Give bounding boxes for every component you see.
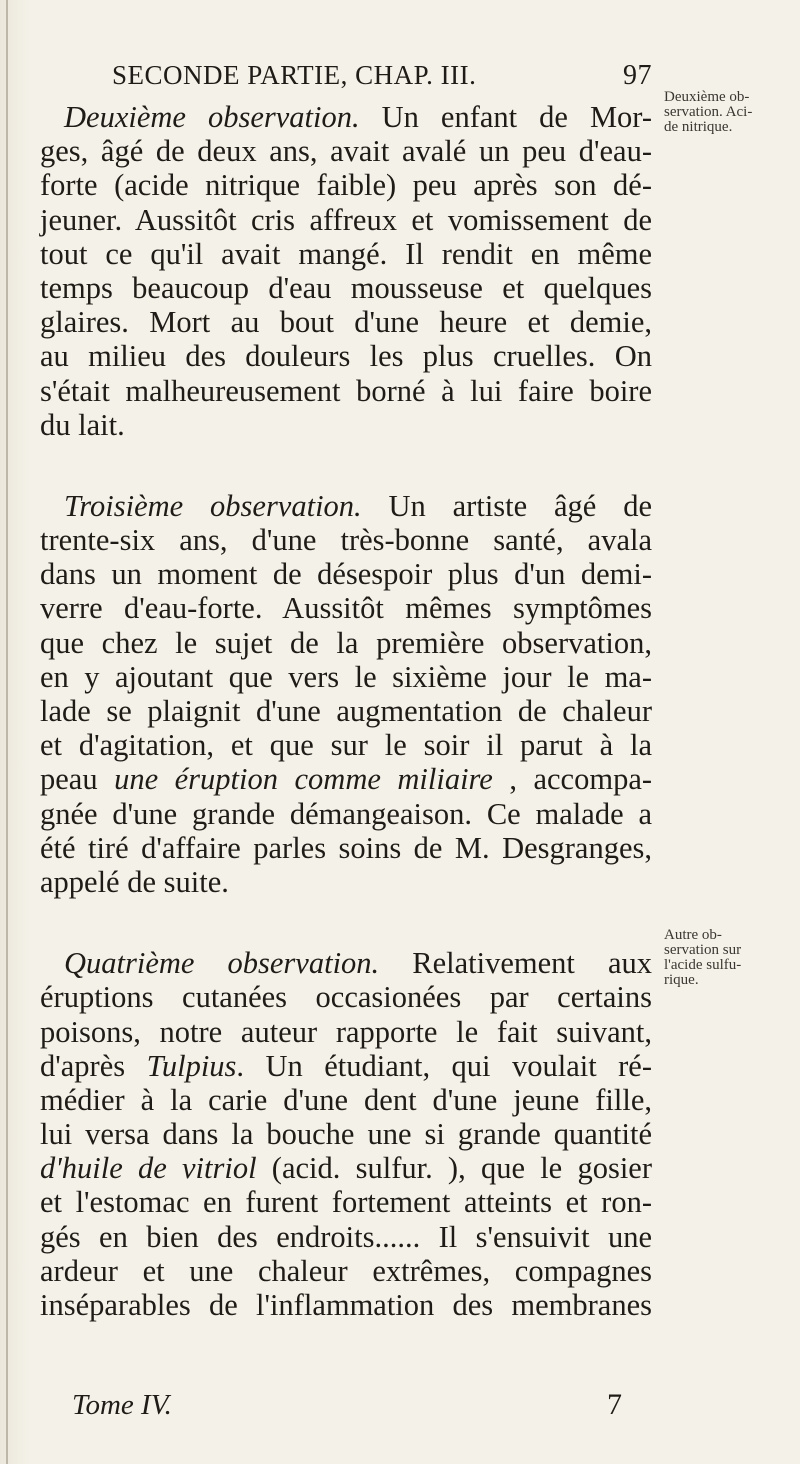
text-line: inséparables de l'inflammation des membranes [40,1288,652,1322]
text-line: temps beaucoup d'eau mousseuse et quelques [40,270,652,305]
text-line: lui versa dans la bouche une si grande quantité [40,1117,652,1152]
text-line: jeuner. Aussitôt cris affreux et vomissement de [40,202,652,237]
body-text [40,100,652,1369]
text-line: Troisième observation. Un artiste âgé de [64,488,652,523]
volume-label: Tome IV. [72,1389,172,1421]
text-line: lade se plaignit d'une augmentation de chaleur [40,694,652,728]
text-line: que chez le sujet de la première observation, [40,625,652,660]
text-line: été tiré d'affaire parles soins de M. Desgranges, [40,830,652,865]
margin-note-deuxieme [664,90,794,135]
margin-note-line: l'acide sulfu- [664,957,742,973]
margin-note-autre [664,928,794,988]
text-line: ges, âgé de deux ans, avait avalé un peu d'eau- [40,134,652,169]
text-line: Deuxième observation. Un enfant de Mor- [64,100,653,134]
page-gutter [6,0,8,1464]
page-number: 97 [623,60,652,91]
text-line: s'était malheureusement borné à lui faire boire [40,373,652,408]
text-line: en y ajoutant que vers le sixième jour le ma- [40,659,652,694]
text-line: et d'agitation, et que sur le soir il parut à la [40,728,652,763]
text-line: du lait. [40,407,125,442]
margin-note-line: servation sur [664,942,742,958]
text-line: appelé de suite. [40,864,229,899]
text-line: d'huile de vitriol (acid. sulfur. ), que le gosier [40,1151,652,1186]
text-line: d'après Tulpius. Un étudiant, qui voulait ré- [40,1048,652,1083]
text-line: peau une éruption comme miliaire , accompa- [40,762,653,797]
margin-note-line: servation. Aci- [664,104,753,120]
margin-note-line: Autre ob- [664,927,722,943]
text-line: gnée d'une grande démangeaison. Ce malade a [40,796,652,831]
signature-mark: 7 [607,1388,622,1421]
text-line: forte (acide nitrique faible) peu après son dé- [40,168,652,203]
margin-note-line: de nitrique. [664,119,733,135]
text-line: trente-six ans, d'une très-bonne santé, avala [40,523,652,558]
text-line: tout ce qu'il avait mangé. Il rendit en même [40,236,652,271]
paragraph-troisieme-observation [40,489,652,899]
text-line: Quatrième observation. Relativement aux [64,946,652,981]
text-line: verre d'eau-forte. Aussitôt mêmes symptômes [40,591,652,626]
margin-note-line: Deuxième ob- [664,89,750,105]
text-line: éruptions cutanées occasionées par certains [40,980,652,1015]
text-line: dans un moment de désespoir plus d'un demi- [40,557,652,592]
text-line: gés en bien des endroits...... Il s'ensuivit une [40,1219,652,1254]
paragraph-quatrieme-observation [40,946,652,1322]
text-line: médier à la carie d'une dent d'une jeune fille, [40,1082,652,1117]
text-line: et l'estomac en furent fortement atteints et ron- [40,1185,652,1220]
text-line: au milieu des douleurs les plus cruelles. On [40,339,652,374]
text-line: ardeur et une chaleur extrêmes, compagnes [40,1253,652,1288]
text-line: poisons, notre auteur rapporte le fait suivant, [40,1014,652,1049]
page-footer [72,1388,652,1422]
running-title: SECONDE PARTIE, CHAP. III. [112,60,477,90]
running-header [112,60,652,92]
paragraph-deuxieme-observation [40,100,652,442]
text-line: glaires. Mort au bout d'une heure et demie, [40,305,652,340]
margin-note-line: rique. [664,972,699,988]
